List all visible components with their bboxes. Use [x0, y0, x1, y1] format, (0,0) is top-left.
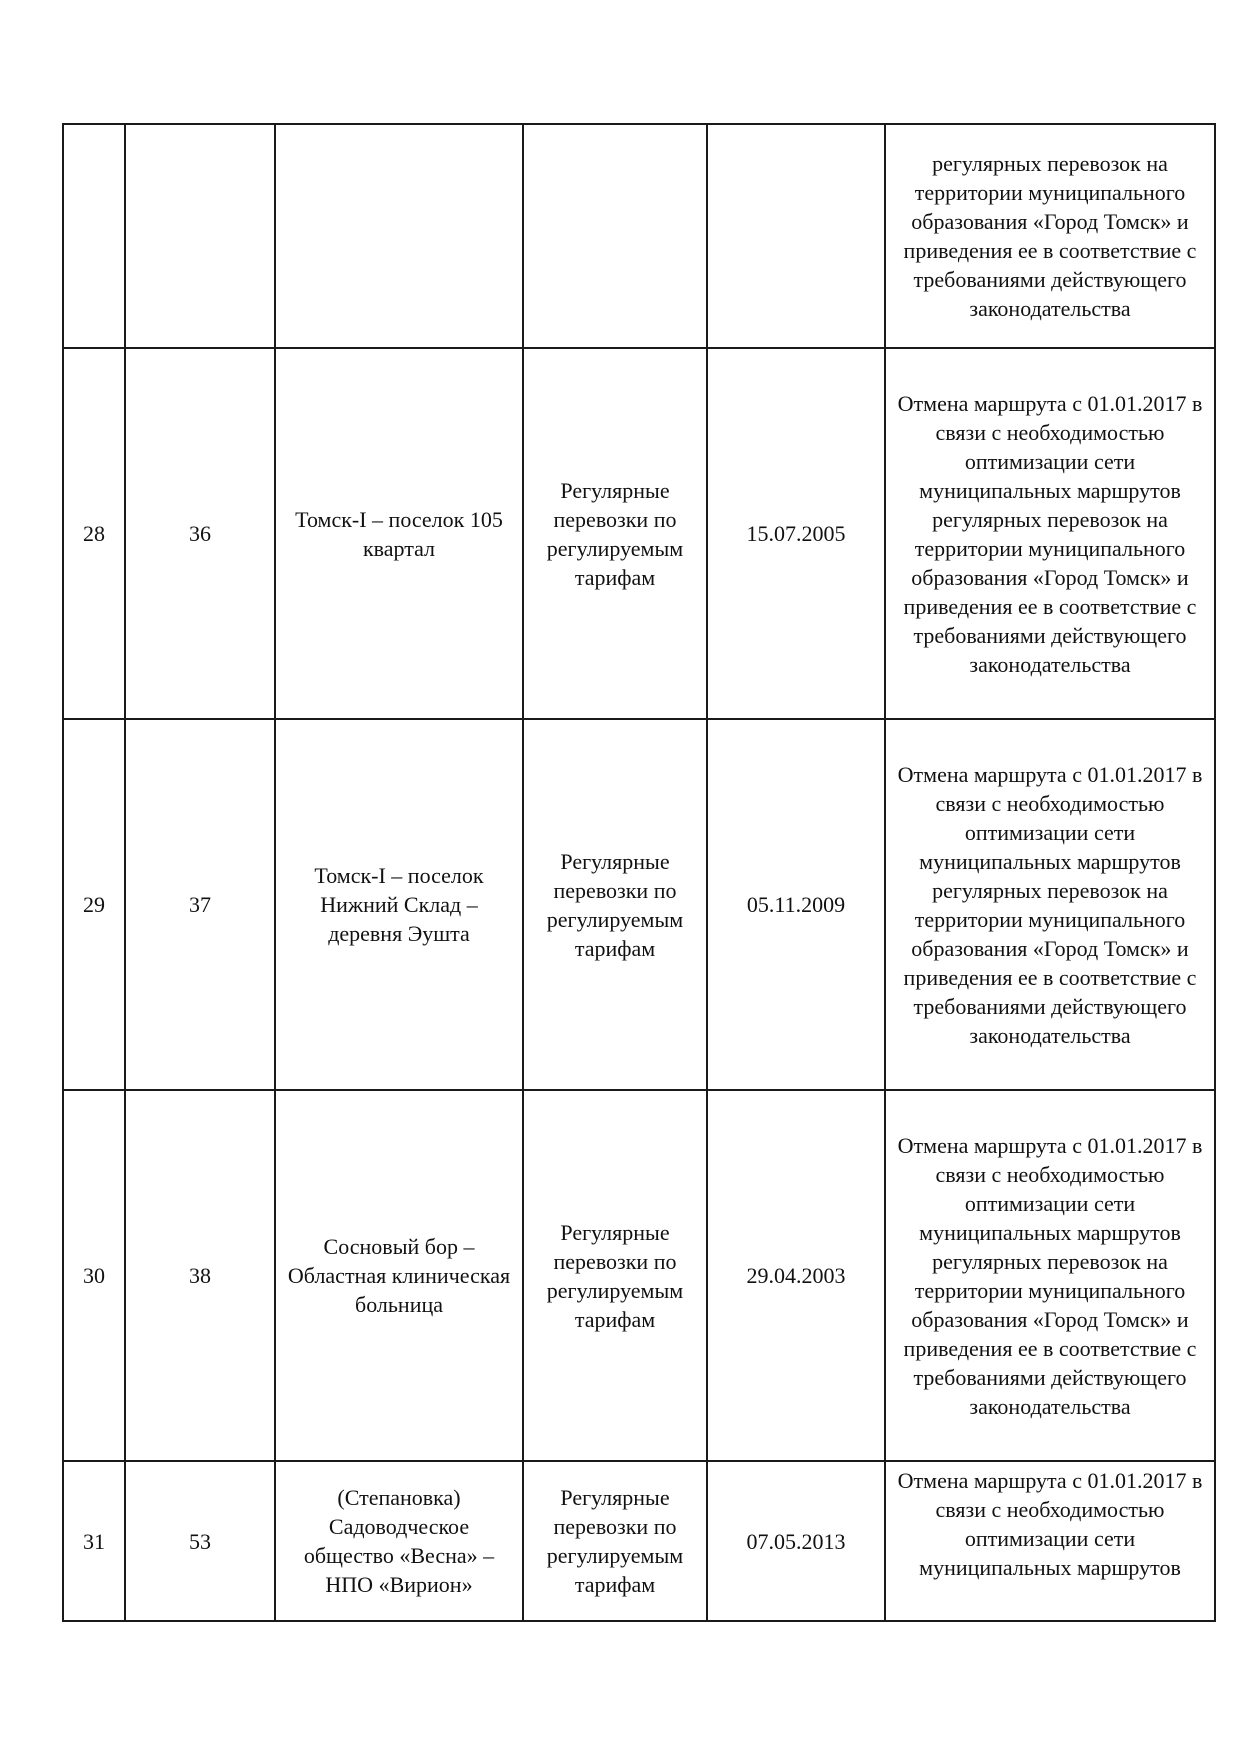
cell-note: Отмена маршрута с 01.01.2017 в связи с необходимостью оптимизации сети муниципальных маршрутов регулярных перевозок на территории муниципального образования «Город Томск» и приведения ее в соответствие с требованиями действующего законодательства	[885, 348, 1215, 719]
cell-route-no: 53	[125, 1461, 275, 1621]
cell-transport-type: Регулярные перевозки по регулируемым тарифам	[523, 719, 707, 1090]
cell-route-name: Томск-I – поселок Нижний Склад – деревня Эушта	[275, 719, 523, 1090]
cell-transport-type	[523, 124, 707, 348]
cell-num	[63, 124, 125, 348]
cell-route-no: 36	[125, 348, 275, 719]
cell-route-no	[125, 124, 275, 348]
cell-transport-type: Регулярные перевозки по регулируемым тарифам	[523, 1090, 707, 1461]
table-row	[63, 1461, 1215, 1621]
cell-transport-type: Регулярные перевозки по регулируемым тарифам	[523, 1461, 707, 1621]
table-row	[63, 719, 1215, 1090]
cell-route-name: Томск-I – поселок 105 квартал	[275, 348, 523, 719]
cell-note: Отмена маршрута с 01.01.2017 в связи с необходимостью оптимизации сети муниципальных маршрутов регулярных перевозок на территории муниципального образования «Город Томск» и приведения ее в соответствие с требованиями действующего законодательства	[885, 719, 1215, 1090]
table-row	[63, 1090, 1215, 1461]
cell-num: 31	[63, 1461, 125, 1621]
cell-num: 28	[63, 348, 125, 719]
cell-date: 05.11.2009	[707, 719, 885, 1090]
cell-date: 07.05.2013	[707, 1461, 885, 1621]
cell-date	[707, 124, 885, 348]
cell-route-name: (Степановка) Садоводческое общество «Весна» – НПО «Вирион»	[275, 1461, 523, 1621]
cell-route-name: Сосновый бор – Областная клиническая больница	[275, 1090, 523, 1461]
cell-note: Отмена маршрута с 01.01.2017 в связи с необходимостью оптимизации сети муниципальных маршрутов	[885, 1461, 1215, 1621]
cell-num: 30	[63, 1090, 125, 1461]
cell-transport-type: Регулярные перевозки по регулируемым тарифам	[523, 348, 707, 719]
cell-route-no: 38	[125, 1090, 275, 1461]
cell-num: 29	[63, 719, 125, 1090]
cell-date: 29.04.2003	[707, 1090, 885, 1461]
cell-date: 15.07.2005	[707, 348, 885, 719]
cell-route-no: 37	[125, 719, 275, 1090]
table-row-continuation	[63, 124, 1215, 348]
cell-note: Отмена маршрута с 01.01.2017 в связи с необходимостью оптимизации сети муниципальных маршрутов регулярных перевозок на территории муниципального образования «Город Томск» и приведения ее в соответствие с требованиями действующего законодательства	[885, 1090, 1215, 1461]
cell-route-name	[275, 124, 523, 348]
table-row	[63, 348, 1215, 719]
cell-note: регулярных перевозок на территории муниципального образования «Город Томск» и приведения ее в соответствие с требованиями действующего законодательства	[885, 124, 1215, 348]
routes-table	[62, 123, 1216, 1622]
